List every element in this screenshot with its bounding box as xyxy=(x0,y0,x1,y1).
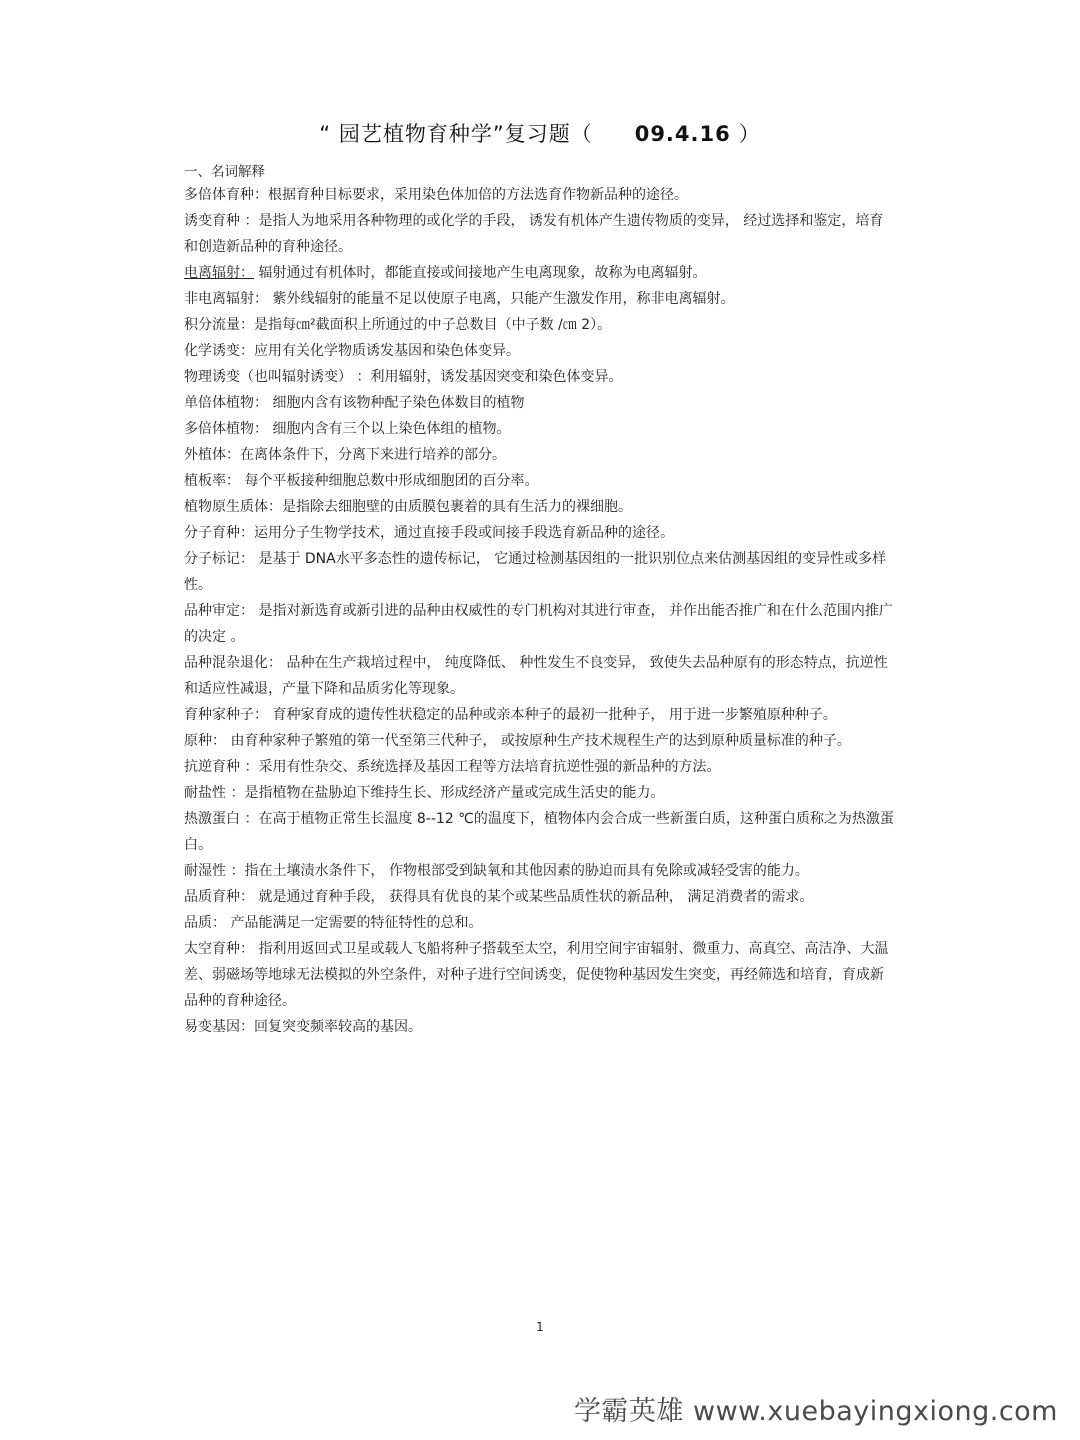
definition-text: 产品能满足一定需要的特征特性的总和。 xyxy=(226,915,483,931)
definition-text: 根据育种目标要求，采用染色体加倍的方法选育作物新品种的途径。 xyxy=(268,187,688,203)
definition-entry xyxy=(184,260,896,286)
definition-term: 非电离辐射： xyxy=(184,291,268,307)
definition-entry xyxy=(184,806,896,858)
definition-text: 辐射通过有机体时，都能直接或间接地产生电离现象，故称为电离辐射。 xyxy=(254,265,707,281)
definition-text: 利用辐射，诱发基因突变和染色体变异。 xyxy=(370,369,623,385)
definition-text: 是指除去细胞壁的由质膜包裹着的具有生活力的裸细胞。 xyxy=(282,499,632,515)
definition-text: 采用有性杂交、系统选择及基因工程等方法培育抗逆性强的新品种的方法。 xyxy=(258,759,721,775)
definition-term: 耐盐性 ： xyxy=(184,785,245,801)
definition-term: 电离辐射： xyxy=(184,265,254,281)
site-watermark[interactable]: 学霸英雄 www.xuebayingxiong.com xyxy=(573,1396,1058,1427)
definition-text: 指在土壤渍水条件下， 作物根部受到缺氧和其他因素的胁迫而具有免除或减轻受害的能力。 xyxy=(244,863,809,879)
definition-text: 育种家育成的遗传性状稳定的品种或亲本种子的最初一批种子， 用于进一步繁殖原种种子。 xyxy=(268,707,837,723)
definition-text: 细胞内含有三个以上染色体组的植物。 xyxy=(268,421,511,437)
definition-entry xyxy=(184,442,896,468)
definition-term: 化学诱变： xyxy=(184,343,254,359)
definition-entry xyxy=(184,936,896,1014)
definition-term: 积分流量： xyxy=(184,317,254,333)
definition-term: 抗逆育种 ： xyxy=(184,759,259,775)
definition-text: 品种在生产栽培过程中， 纯度降低、 种性发生不良变异， 致使失去品种原有的形态特点，抗逆性和适应性减退，产量下降和品质劣化等现象。 xyxy=(184,655,888,697)
definition-term: 分子标记： xyxy=(184,551,254,567)
definition-term: 品质育种： xyxy=(184,889,254,905)
definition-entry xyxy=(184,208,896,260)
definition-list xyxy=(184,182,896,1040)
definition-text: 运用分子生物学技术，通过直接手段或间接手段选育新品种的途径。 xyxy=(254,525,674,541)
definition-text: 回复突变频率较高的基因。 xyxy=(254,1019,422,1035)
definition-entry xyxy=(184,468,896,494)
definition-entry xyxy=(184,650,896,702)
title-date: 09.4.16 xyxy=(634,122,731,146)
definition-text: 就是通过育种手段， 获得具有优良的某个或某些品质性状的新品种， 满足消费者的需求。 xyxy=(254,889,814,905)
definition-text: 细胞内含有该物种配子染色体数目的植物 xyxy=(268,395,525,411)
definition-term: 品质： xyxy=(184,915,226,931)
definition-term: 易变基因： xyxy=(184,1019,254,1035)
definition-entry xyxy=(184,598,896,650)
definition-text: 在离体条件下，分离下来进行培养的部分。 xyxy=(240,447,506,463)
definition-text: 在高于植物正常生长温度 8--12 ℃的温度下，植物体内会合成一些新蛋白质，这种蛋白质称之为热激蛋白。 xyxy=(184,811,894,853)
definition-text: 是基于 DNA水平多态性的遗传标记， 它通过检测基因组的一批识别位点来估测基因组的变异性或多样性。 xyxy=(184,551,887,593)
definition-term: 品种审定： xyxy=(184,603,254,619)
definition-entry xyxy=(184,910,896,936)
definition-text: 是指植物在盐胁迫下维持生长、形成经济产量或完成生活史的能力。 xyxy=(244,785,665,801)
definition-term: 外植体： xyxy=(184,447,240,463)
definition-entry xyxy=(184,182,896,208)
definition-term: 耐湿性 ： xyxy=(184,863,245,879)
definition-entry xyxy=(184,416,896,442)
definition-term: 诱变育种 ： xyxy=(184,213,259,229)
definition-term: 品种混杂退化： xyxy=(184,655,282,671)
title-close: ） xyxy=(738,122,761,146)
page-number: 1 xyxy=(536,1320,544,1334)
definition-entry xyxy=(184,728,896,754)
definition-text: 是指对新选育或新引进的品种由权威性的专门机构对其进行审查， 并作出能否推广和在什么范围内推广的决定 。 xyxy=(184,603,893,645)
definition-text: 指利用返回式卫星或载人飞船将种子搭载至太空，利用空间宇宙辐射、微重力、高真空、高洁净、大温差、弱磁场等地球无法模拟的外空条件，对种子进行空间诱变，促使物种基因发生突变，再经筛选和培育，育成新品种的育种途径。 xyxy=(184,941,889,1009)
definition-entry xyxy=(184,364,896,390)
definition-term: 太空育种： xyxy=(184,941,254,957)
definition-entry xyxy=(184,338,896,364)
definition-term: 分子育种： xyxy=(184,525,254,541)
definition-term: 多倍体育种： xyxy=(184,187,268,203)
title-main: “ 园艺植物育种学”复习题（ xyxy=(319,122,593,146)
definition-entry xyxy=(184,390,896,416)
definition-entry xyxy=(184,702,896,728)
definition-term: 植板率： xyxy=(184,473,240,489)
definition-entry xyxy=(184,884,896,910)
definition-entry xyxy=(184,494,896,520)
definition-term: 植物原生质体： xyxy=(184,499,282,515)
definition-text: 由育种家种子繁殖的第一代至第三代种子， 或按原种生产技术规程生产的达到原种质量标准的种子。 xyxy=(226,733,851,749)
definition-text: 每个平板接种细胞总数中形成细胞团的百分率。 xyxy=(240,473,539,489)
definition-text: 是指人为地采用各种物理的或化学的手段， 诱发有机体产生遗传物质的变异， 经过选择和鉴定，培育和创造新品种的育种途径。 xyxy=(184,213,884,255)
definition-entry xyxy=(184,546,896,598)
definition-text: 是指每㎝²截面积上所通过的中子总数目（中子数 /㎝ 2）。 xyxy=(254,317,612,333)
section-heading: 一、名词解释 xyxy=(184,164,265,180)
definition-entry xyxy=(184,312,896,338)
definition-entry xyxy=(184,780,896,806)
definition-entry xyxy=(184,286,896,312)
page-title xyxy=(0,118,1080,148)
definition-text: 紫外线辐射的能量不足以使原子电离，只能产生激发作用，称非电离辐射。 xyxy=(268,291,735,307)
definition-term: 单倍体植物： xyxy=(184,395,268,411)
definition-entry xyxy=(184,754,896,780)
definition-term: 多倍体植物： xyxy=(184,421,268,437)
definition-term: 热激蛋白 ： xyxy=(184,811,259,827)
definition-entry xyxy=(184,1014,896,1040)
definition-term: 物理诱变（也叫辐射诱变） ： xyxy=(184,369,371,385)
definition-term: 育种家种子： xyxy=(184,707,268,723)
definition-term: 原种： xyxy=(184,733,226,749)
definition-entry xyxy=(184,858,896,884)
definition-text: 应用有关化学物质诱发基因和染色体变异。 xyxy=(254,343,520,359)
definition-entry xyxy=(184,520,896,546)
